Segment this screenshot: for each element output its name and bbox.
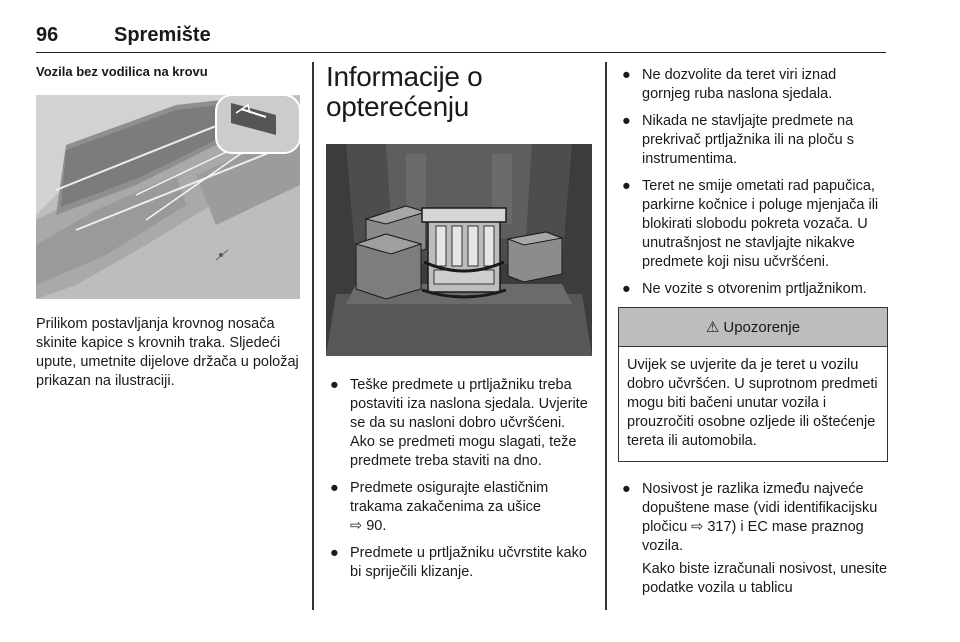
- middle-column: [326, 62, 592, 590]
- subheading: Vozila bez vodilica na krovu: [36, 64, 208, 79]
- list-item: ● Predmete osigurajte elastičnim trakama zakačenima za ušice ⇨ 90.: [330, 480, 549, 534]
- continuation-paragraph: Kako biste izračunali nosivost, unesite podatke vozila u tablicu: [642, 561, 888, 596]
- bullet-icon: ●: [330, 545, 339, 561]
- list-item: ● Nosivost je razlika između najveće dopuštene mase (vidi identifikacijsku pločicu ⇨ 317) i EC mase praznog vozila.: [622, 481, 878, 554]
- bullet-icon: ●: [622, 178, 631, 194]
- bullet-icon: ●: [622, 281, 631, 297]
- page-number: 96: [36, 24, 59, 46]
- warning-title-bar: [619, 308, 887, 347]
- right-column: [618, 62, 888, 598]
- bullet-icon: ●: [622, 113, 631, 129]
- list-item: ● Ne vozite s otvorenim prtljažnikom.: [622, 281, 867, 297]
- page-header: [36, 18, 886, 53]
- list-item: ● Ne dozvolite da teret viri iznad gornjeg ruba naslona sjedala.: [622, 67, 837, 102]
- bullet-icon: ●: [622, 481, 631, 497]
- section-heading: Informacije o opterećenju: [326, 61, 483, 122]
- roof-rack-illustration: [36, 95, 300, 299]
- warning-text: Uvijek se uvjerite da je teret u vozilu dobro učvršćen. U suprotnom predmeti mogu biti bačeni unutar vozila i prouzročiti osobne ozljede ili oštećenje tereta ili automobila.: [627, 357, 878, 449]
- bullet-icon: ●: [622, 67, 631, 83]
- safety-bullets: [618, 66, 888, 299]
- list-item: ● Teške predmete u prtljažniku treba postaviti iza naslona sjedala. Uvjerite se da su nasloni dobro učvršćeni. Ako se predmeti mogu slagati, teže predmete treba staviti na dno.: [330, 377, 588, 469]
- warning-triangle-icon: ⚠: [705, 319, 720, 336]
- reference-link[interactable]: ⇨ 317) i EC mase praznog vozila.: [642, 519, 864, 554]
- column-divider-1: [312, 62, 314, 610]
- arrow-right-icon: ⇨: [350, 518, 363, 534]
- trunk-load-illustration: [326, 144, 592, 356]
- arrow-right-icon: ⇨: [691, 519, 704, 535]
- column-divider-2: [605, 62, 607, 610]
- warning-title: Upozorenje: [723, 318, 801, 336]
- section-title: Spremište: [114, 24, 211, 46]
- reference-link[interactable]: ⇨ 90.: [350, 518, 387, 534]
- load-bullets: [326, 376, 592, 582]
- warning-box: [618, 307, 888, 462]
- list-item: ● Nikada ne stavljajte predmete na prekrivač prtljažnika ili na ploču s instrumentima.: [622, 113, 854, 167]
- list-item: ● Predmete u prtljažniku učvrstite kako bi spriječili klizanje.: [330, 545, 587, 580]
- bullet-icon: ●: [330, 480, 339, 496]
- list-item: ● Teret ne smije ometati rad papučica, parkirne kočnice i poluge mjenjača ili blokirati slobodu pokreta vozača. U unutrašnjost ne stavljajte nikakve predmete koji nisu učvršćeni.: [622, 178, 879, 270]
- payload-bullets: [618, 480, 888, 556]
- bullet-icon: ●: [330, 377, 339, 393]
- left-paragraph: Prilikom postavljanja krovnog nosača skinite kapice s krovnih traka. Sljedeći upute, umetnite dijelove držača u položaj prikazan na ilustraciji.: [36, 316, 299, 389]
- left-column: [36, 62, 300, 391]
